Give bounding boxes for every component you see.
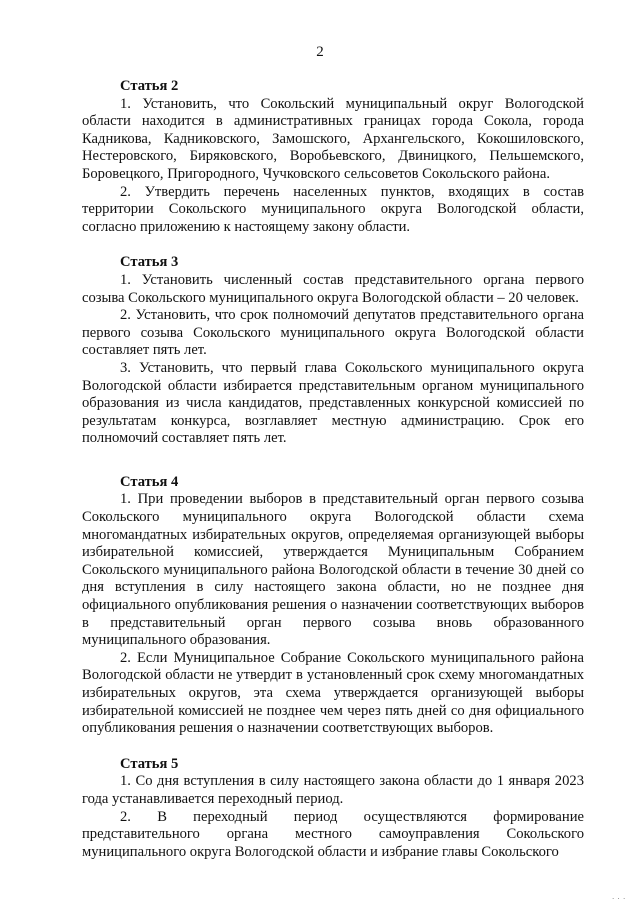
article-heading: Статья 4 bbox=[120, 473, 179, 490]
article-2 bbox=[82, 78, 584, 236]
article-heading: Статья 3 bbox=[120, 254, 179, 271]
article-paragraph: 2. В переходный период осуществляются формирование представительного органа местного самоуправления Сокольского муниципального округа Вологодской области и избрание главы Сокольского bbox=[82, 808, 584, 860]
article-paragraph: 2. Установить, что срок полномочий депутатов представительного органа первого созыва Сокольского муниципального округа Вологодской области составляет пять лет. bbox=[82, 307, 584, 359]
article-paragraph: 1. Установить численный состав представительного органа первого созыва Сокольского муниципального округа Вологодской области – 20 человек. bbox=[82, 271, 584, 306]
article-paragraph: 1. При проведении выборов в представительный орган первого созыва Сокольского муниципального округа Вологодской области схема многомандатных избирательных округов, определяемая организующей выборы избирательной комиссией, утверждается Муниципальным Собранием Сокольского муниципального района Вологодской области в течение 30 дней со дня вступления в силу настоящего закона области, но не позднее дня официального опубликования решения о назначении соответствующих выборов в представительный орган первого созыва вновь образованного муниципального образования. bbox=[82, 491, 584, 649]
article-paragraph: 2. Если Муниципальное Собрание Сокольского муниципального района Вологодской области не утвердит в установленный срок схему многомандатных избирательных округов, эта схема утверждается организующей выборы избирательной комиссией не позднее чем через пять дней со дня официального опубликования решения о назначении соответствующих выборов. bbox=[82, 649, 584, 737]
document-body bbox=[82, 78, 584, 861]
scan-footer-marks: . . . bbox=[612, 893, 626, 901]
article-paragraph: 1. Установить, что Сокольский муниципальный округ Вологодской области находится в административных границах города Сокола, города Кадникова, Кадниковского, Замошского, Архангельского, Кокошиловского, Нестеровского, Биряковского, Воробьевского, Двиницкого, Пельшемского, Боровецкого, Пригородного, Чучковского сельсоветов Сокольского района. bbox=[82, 95, 584, 182]
article-4 bbox=[82, 474, 584, 738]
article-5 bbox=[82, 756, 584, 862]
article-heading: Статья 2 bbox=[120, 78, 179, 94]
article-3 bbox=[82, 254, 584, 448]
article-paragraph: 2. Утвердить перечень населенных пунктов, входящих в состав территории Сокольского муниципального округа Вологодской области, согласно приложению к настоящему закону области. bbox=[82, 183, 584, 235]
page-number: 2 bbox=[316, 44, 324, 60]
article-heading: Статья 5 bbox=[120, 755, 179, 772]
article-paragraph: 3. Установить, что первый глава Сокольского муниципального округа Вологодской области избирается представительным органом муниципального образования из числа кандидатов, представленных конкурсной комиссией по результатам конкурса, возглавляет местную администрацию. Срок его полномочий составляет пять лет. bbox=[82, 359, 584, 447]
article-paragraph: 1. Со дня вступления в силу настоящего закона области до 1 января 2023 года устанавливается переходный период. bbox=[82, 773, 584, 807]
